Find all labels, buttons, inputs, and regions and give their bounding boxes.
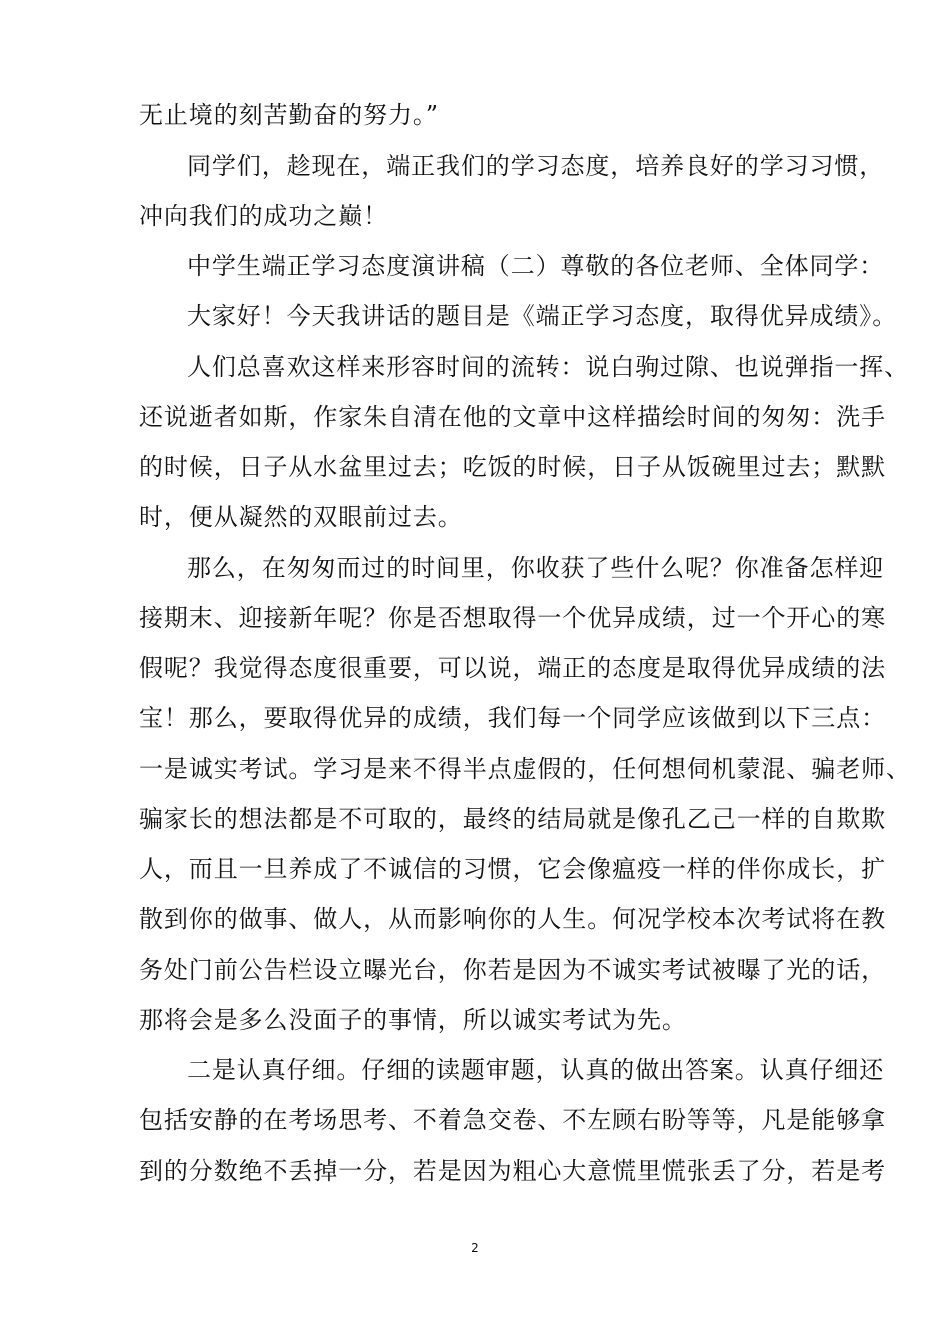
text-line: 二是认真仔细。仔细的读题审题，认真的做出答案。认真仔细还 — [187, 1056, 885, 1084]
page-number: 2 — [471, 1241, 479, 1255]
text-line: 到的分数绝不丢掉一分，若是因为粗心大意慌里慌张丢了分，若是考 — [139, 1157, 886, 1185]
text-line: 大家好！今天我讲话的题目是《端正学习态度，取得优异成绩》。 — [187, 302, 898, 330]
text-line: 的时候，日子从水盆里过去；吃饭的时候，日子从饭碗里过去；默默 — [139, 453, 886, 481]
text-line: 宝！那么，要取得优异的成绩，我们每一个同学应该做到以下三点： — [139, 704, 886, 732]
text-line: 人，而且一旦养成了不诚信的习惯，它会像瘟疫一样的伴你成长，扩 — [139, 855, 886, 883]
text-line: 散到你的做事、做人，从而影响你的人生。何况学校本次考试将在教 — [139, 905, 886, 933]
text-line: 时，便从凝然的双眼前过去。 — [139, 503, 463, 531]
text-line: 那将会是多么没面子的事情，所以诚实考试为先。 — [139, 1006, 687, 1034]
text-line: 一是诚实考试。学习是来不得半点虚假的，任何想伺机蒙混、骗老师、 — [139, 755, 911, 783]
text-line: 冲向我们的成功之巅！ — [139, 202, 388, 230]
text-line: 假呢？我觉得态度很重要，可以说，端正的态度是取得优异成绩的法 — [139, 654, 886, 682]
text-line: 无止境的刻苦勤奋的努力。” — [139, 101, 439, 129]
text-line: 骗家长的想法都是不可取的，最终的结局就是像孔乙己一样的自欺欺 — [139, 805, 886, 833]
text-line: 同学们，趁现在，端正我们的学习态度，培养良好的学习习惯， — [187, 152, 885, 180]
text-line: 务处门前公告栏设立曝光台，你若是因为不诚实考试被曝了光的话， — [139, 956, 886, 984]
text-line: 那么，在匆匆而过的时间里，你收获了些什么呢？你准备怎样迎 — [187, 554, 885, 582]
text-line: 包括安静的在考场思考、不着急交卷、不左顾右盼等等，凡是能够拿 — [139, 1106, 886, 1134]
text-line: 接期末、迎接新年呢？你是否想取得一个优异成绩，过一个开心的寒 — [139, 604, 886, 632]
text-line: 还说逝者如斯，作家朱自清在他的文章中这样描绘时间的匆匆：洗手 — [139, 403, 886, 431]
text-line: 中学生端正学习态度演讲稿（二）尊敬的各位老师、全体同学： — [187, 252, 885, 280]
text-line: 人们总喜欢这样来形容时间的流转：说白驹过隙、也说弹指一挥、 — [187, 353, 910, 381]
